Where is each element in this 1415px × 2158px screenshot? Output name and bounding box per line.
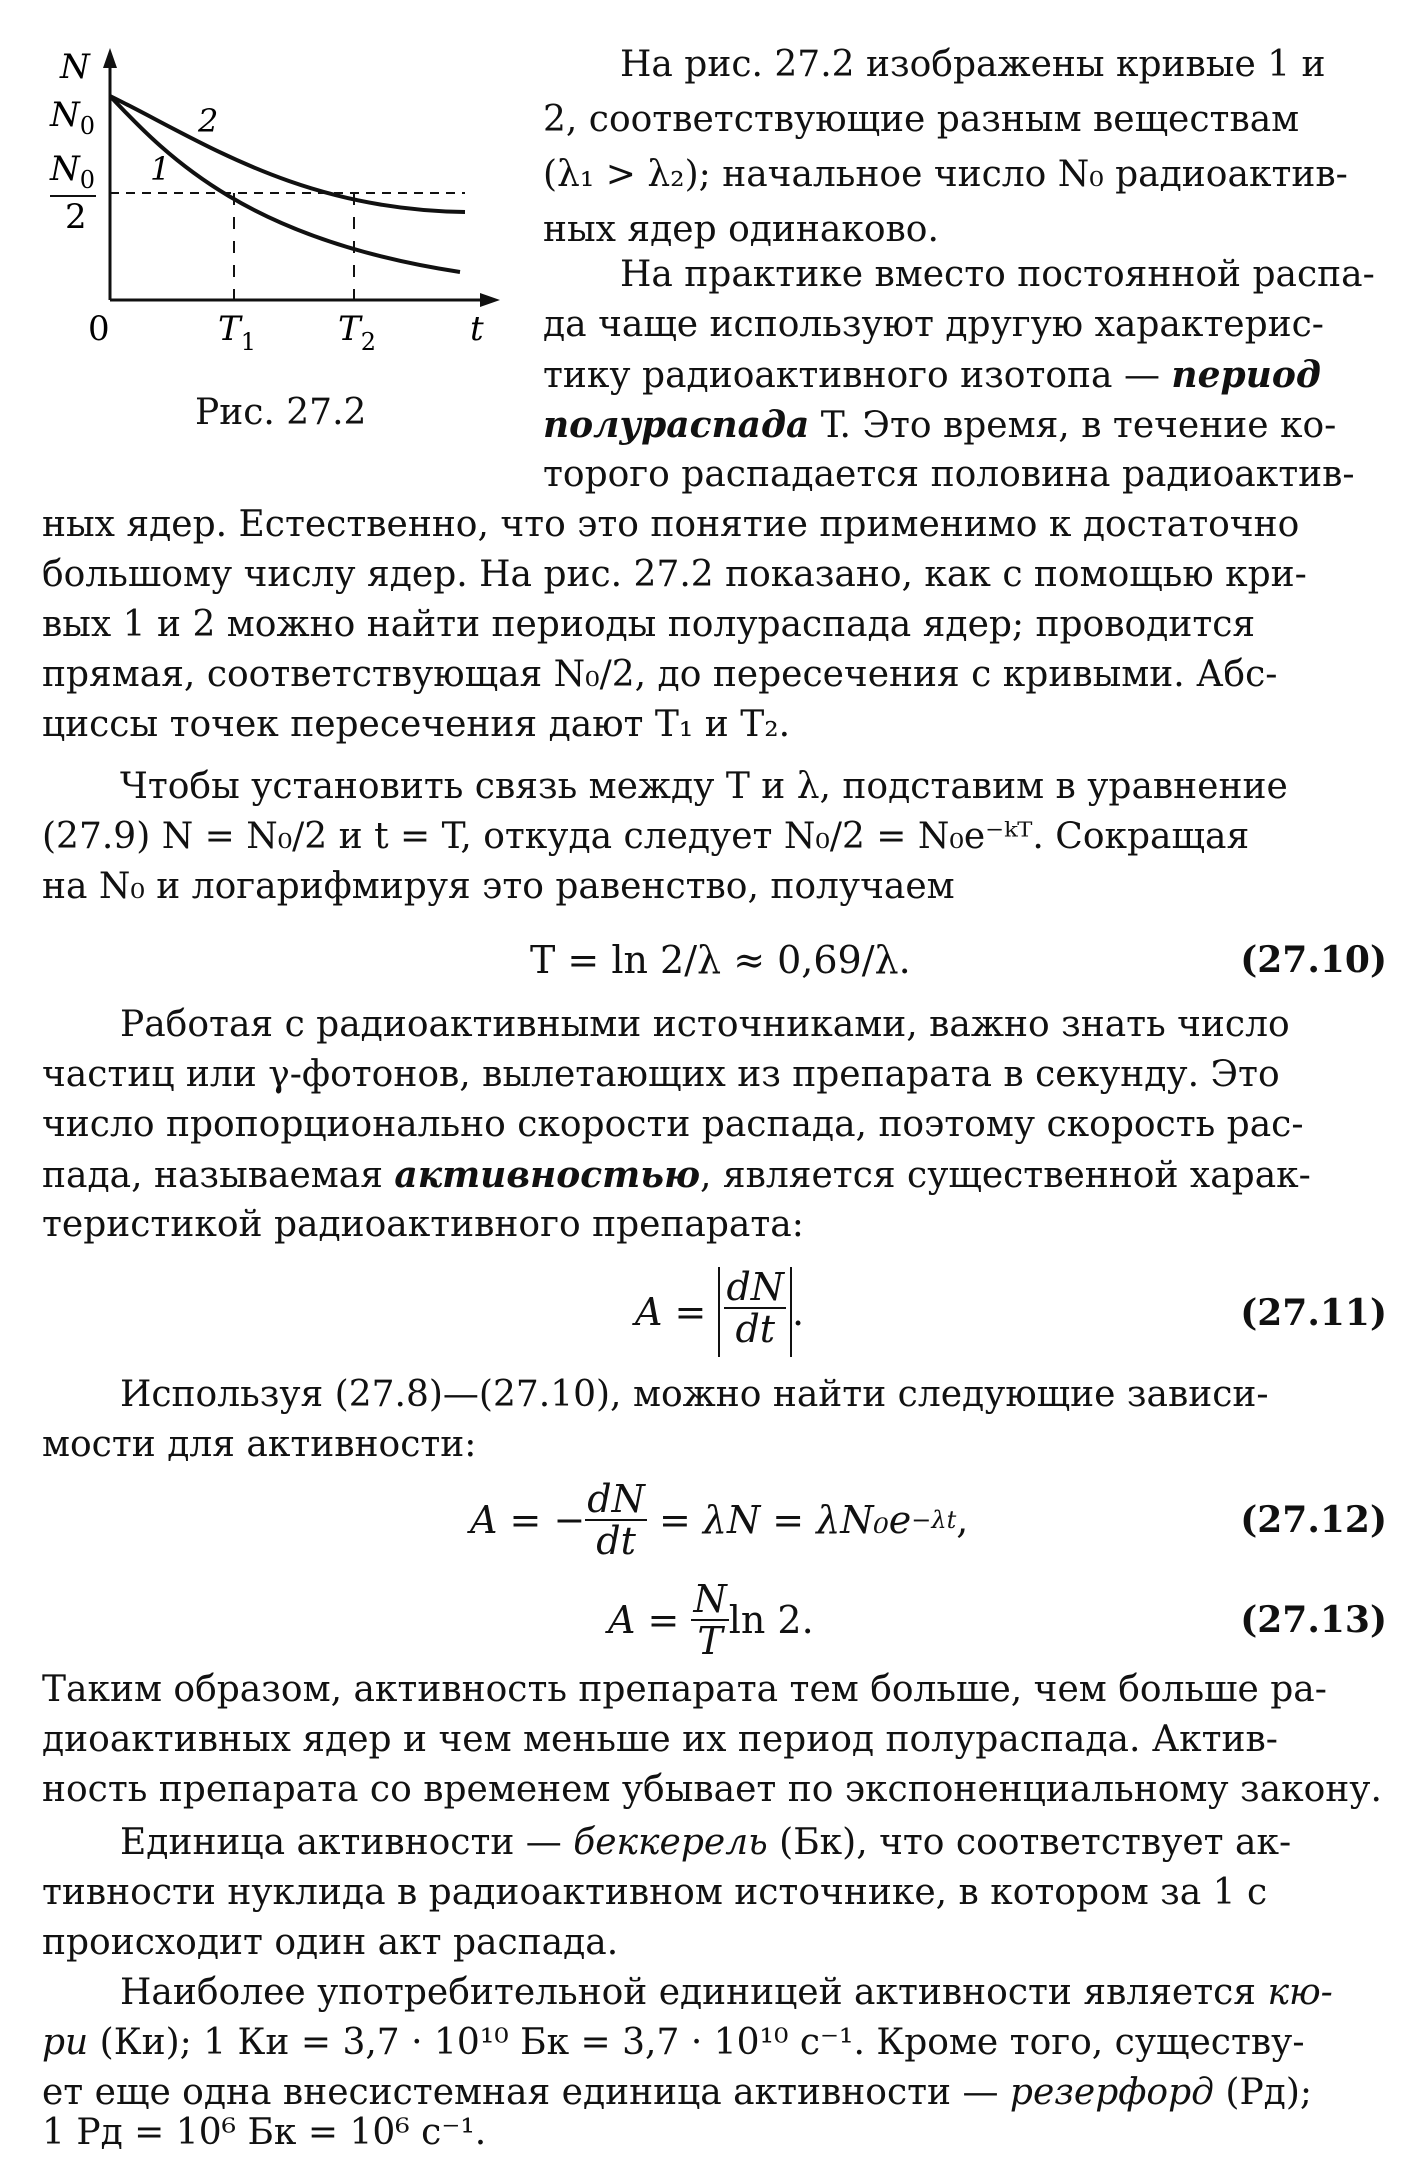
p1-line-4: ных ядер одинаково.: [543, 209, 939, 250]
x-axis-arrow-icon: [480, 293, 500, 307]
p5-line-2: мости для активности:: [42, 1424, 477, 1465]
p4-line-4: пада, называемая активностью, является существенной харак-: [42, 1154, 1311, 1196]
term-period: период: [1171, 354, 1321, 396]
p2-line-1: На практике вместо постоянной распа-: [620, 254, 1375, 295]
p6-line-3: ность препарата со временем убывает по экспоненциальному закону.: [42, 1769, 1382, 1810]
equation-27-10-number: (27.10): [1240, 939, 1387, 981]
axis-x-label: t: [470, 309, 484, 349]
p4-line-1: Работая с радиоактивными источниками, важно знать число: [120, 1004, 1290, 1045]
p7-line-1: Единица активности — беккерель (Бк), что соответствует ак-: [120, 1822, 1292, 1863]
t2-label: $T_2$: [338, 309, 376, 356]
p4-line-3: число пропорционально скорости распада, поэтому скорость рас-: [42, 1104, 1304, 1145]
p2-line-5: торого распадается половина радиоактив-: [543, 454, 1355, 495]
p6-line-2: диоактивных ядер и чем меньше их период полураспада. Актив-: [42, 1719, 1278, 1760]
term-half-life: полураспада: [543, 404, 810, 446]
half-num-label: $N_0$: [50, 149, 96, 194]
p3-line-3: на N₀ и логарифмируя это равенство, получаем: [42, 866, 955, 907]
origin-label: 0: [88, 309, 110, 349]
term-activity: активностью: [394, 1154, 701, 1196]
equation-27-13-number: (27.13): [1240, 1599, 1387, 1641]
p1-line-2: 2, соответствующие разным веществам: [543, 99, 1300, 140]
p8-line-3: ет еще одна внесистемная единица активности — резерфорд (Рд);: [42, 2072, 1313, 2113]
equation-27-10: T = ln 2/λ ≈ 0,69/λ.: [530, 938, 911, 982]
p4-line-5: теристикой радиоактивного препарата:: [42, 1204, 804, 1245]
p2-line-4: полураспада T. Это время, в течение ко-: [543, 404, 1337, 446]
term-becquerel: беккерель: [573, 1822, 768, 1863]
p6-line-1: Таким образом, активность препарата тем больше, чем больше ра-: [42, 1669, 1327, 1710]
p4-line-2: частиц или γ-фотонов, вылетающих из препарата в секунду. Это: [42, 1054, 1280, 1095]
p2-line-2: да чаще используют другую характерис-: [543, 304, 1324, 345]
equation-27-13: A = $\frac{N}{T}$ ln 2.: [608, 1577, 814, 1663]
p3-line-1: Чтобы установить связь между T и λ, подставим в уравнение: [120, 766, 1288, 807]
curve-1-label: 1: [150, 150, 171, 188]
p1-line-1: На рис. 27.2 изображены кривые 1 и: [620, 44, 1326, 85]
equation-27-12-number: (27.12): [1240, 1499, 1387, 1541]
p2-line-7: большому числу ядер. На рис. 27.2 показано, как с помощью кри-: [42, 554, 1307, 595]
p7-line-3: происходит один акт распада.: [42, 1922, 619, 1963]
n0-label: $N_0$: [50, 95, 96, 140]
curve-2-label: 2: [198, 102, 219, 140]
term-rutherford: резерфорд: [1009, 2072, 1214, 2113]
term-curie: кю-: [1267, 1972, 1333, 2013]
p7-line-2: тивности нуклида в радиоактивном источнике, в котором за 1 с: [42, 1872, 1268, 1913]
p2-line-9: прямая, соответствующая N₀/2, до пересечения с кривыми. Абс-: [42, 654, 1278, 695]
p8-line-1: Наиболее употребительной единицей активности является кю-: [120, 1972, 1333, 2013]
equation-27-11: A = $\frac{dN}{dt}$ .: [635, 1262, 804, 1362]
axis-y-label: N: [60, 47, 90, 87]
p2-line-3: тику радиоактивного изотопа — период: [543, 354, 1321, 396]
figure-caption: Рис. 27.2: [195, 392, 367, 433]
y-axis-arrow-icon: [103, 48, 117, 68]
p8-line-4: 1 Рд = 10⁶ Бк = 10⁶ с⁻¹.: [42, 2112, 487, 2153]
p5-line-1: Используя (27.8)—(27.10), можно найти следующие зависи-: [120, 1374, 1269, 1415]
equation-27-12: A = − $\frac{dN}{dt}$ = λN = λN₀e −λt ,: [470, 1477, 969, 1563]
p2-line-8: вых 1 и 2 можно найти периоды полураспада ядер; проводится: [42, 604, 1256, 645]
p8-line-2: ри (Ки); 1 Ки = 3,7 · 10¹⁰ Бк = 3,7 · 10¹⁰ с⁻¹. Кроме того, существу-: [42, 2022, 1305, 2063]
equation-27-11-number: (27.11): [1240, 1292, 1387, 1334]
p2-line-10: циссы точек пересечения дают T₁ и T₂.: [42, 704, 791, 745]
t1-label: $T_1$: [218, 309, 256, 356]
p3-line-2: (27.9) N = N₀/2 и t = T, откуда следует N₀/2 = N₀e⁻ᵏᵀ. Сокращая: [42, 816, 1250, 857]
p2-line-6: ных ядер. Естественно, что это понятие применимо к достаточно: [42, 504, 1300, 545]
half-den-label: 2: [65, 197, 87, 237]
decay-figure: [20, 40, 540, 420]
p1-line-3: (λ₁ > λ₂); начальное число N₀ радиоактив-: [543, 154, 1348, 195]
